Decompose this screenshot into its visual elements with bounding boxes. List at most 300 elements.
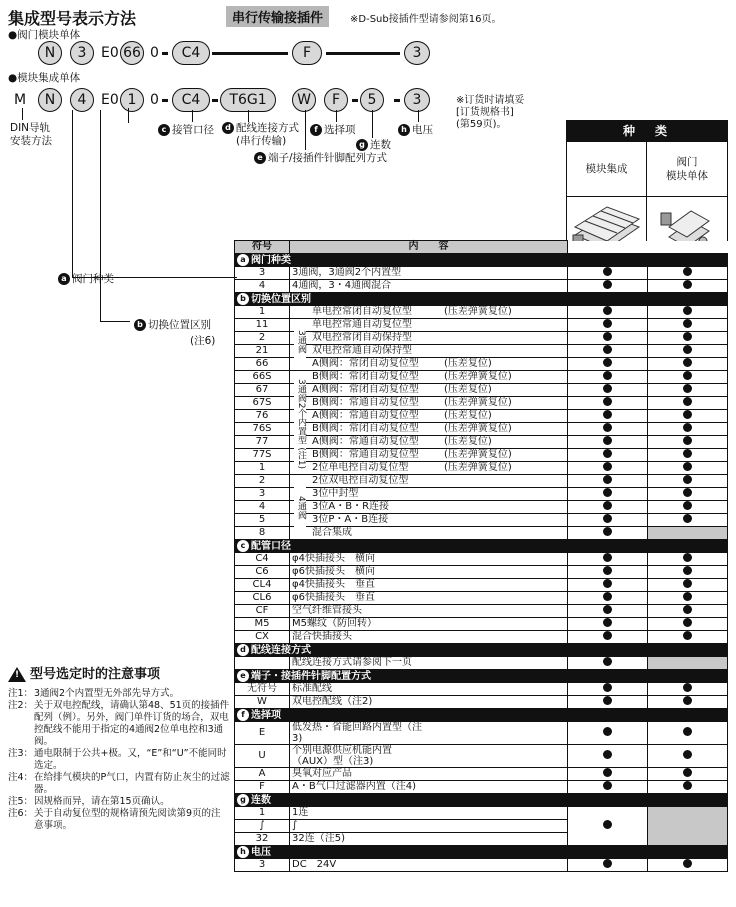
section-g-label: 连数: [251, 794, 271, 806]
row-text: 个别电源供应机能内置（AUX）型（注3): [292, 744, 392, 767]
callout-g: g 连数: [356, 137, 391, 152]
row-symbol: 3: [235, 858, 290, 871]
row-single: [648, 435, 728, 448]
note-text: 在给排气模块的P气口，内置有防止灰尘的过滤器。: [34, 772, 230, 795]
row-text: 混合集成: [312, 527, 352, 539]
section-d-label: 配线连接方式: [251, 644, 311, 656]
single-dash-line-2: [326, 52, 400, 55]
row-text: B侧阀：常闭自动复位型: [312, 371, 419, 383]
row-content: [290, 279, 568, 292]
section-b-label: 切换位置区别: [251, 293, 311, 305]
row-manifold: [568, 448, 648, 461]
table-row: [235, 370, 728, 383]
row-text: B侧阀：常通自动复位型: [312, 449, 419, 461]
manifold-label: ●模块集成单体: [8, 72, 81, 84]
section-d-header: [235, 643, 728, 656]
row-note: (压差复位): [444, 410, 492, 422]
row-note: (压差弹簧复位): [444, 462, 512, 474]
callout-h: h 电压: [398, 122, 433, 137]
row-symbol: 76S: [235, 422, 290, 435]
row-manifold-dot: [603, 859, 612, 868]
badge-e-icon: e: [254, 152, 266, 164]
row-text: φ4快插接头 横向: [292, 553, 375, 565]
row-single: [648, 858, 728, 871]
table-row: [235, 565, 728, 578]
row-single-dot: [683, 631, 692, 640]
badge-c-icon: c: [237, 540, 249, 552]
row-text: 单电控常闭自动复位型: [312, 306, 412, 318]
table-row: [235, 357, 728, 370]
spec-table: [234, 240, 728, 872]
row-text: 低发热・省能回路内置型（注3): [292, 721, 422, 744]
type-header: 种 类: [566, 120, 728, 141]
row-note: (压差复位): [444, 436, 492, 448]
section-d-title: [235, 643, 728, 656]
row-content: [290, 767, 568, 780]
single-code-3: 66: [120, 41, 144, 65]
row-single: [648, 591, 728, 604]
row-symbol: 1: [235, 806, 290, 819]
row-text: A侧阀：常闭自动复位型: [312, 384, 419, 396]
row-manifold-dot: [603, 527, 612, 536]
row-single: [648, 721, 728, 744]
row-manifold: [568, 370, 648, 383]
row-symbol: 4: [235, 500, 290, 513]
note-item: [8, 700, 230, 748]
row-manifold-dot: [603, 462, 612, 471]
row-manifold-dot: [603, 618, 612, 627]
note-text: 关于自动复位型的规格请预先阅读第9页的注意事项。: [34, 808, 221, 831]
serial-tag: 串行传输接插件: [226, 6, 329, 27]
row-single: [648, 617, 728, 630]
manifold-code-4: 1: [120, 88, 144, 112]
row-text: B侧阀：常闭自动复位型: [312, 423, 419, 435]
section-a-label: 阀门种类: [251, 254, 291, 266]
row-manifold: [568, 357, 648, 370]
row-symbol: 77S: [235, 448, 290, 461]
callout-b-note: (注6): [190, 335, 216, 347]
row-single-dot: [683, 750, 692, 759]
row-content: [290, 344, 568, 357]
manifold-code-10: 5: [360, 88, 384, 112]
row-text: 2位双电控自动复位型: [312, 475, 409, 487]
note-text: 3通阀2个内置型无外部先导方式。: [34, 688, 180, 699]
row-manifold: [568, 604, 648, 617]
table-row: [235, 695, 728, 708]
badge-g-icon: g: [237, 794, 249, 806]
row-manifold-dot: [603, 781, 612, 790]
row-single: [648, 806, 728, 845]
row-text: φ6快插接头 横向: [292, 566, 375, 578]
row-symbol: CL4: [235, 578, 290, 591]
row-manifold: [568, 578, 648, 591]
row-single-dot: [683, 475, 692, 484]
row-manifold-dot: [603, 768, 612, 777]
row-single-dot: [683, 306, 692, 315]
table-row: [235, 344, 728, 357]
single-hyphen: [162, 52, 168, 55]
row-single-dot: [683, 514, 692, 523]
row-single-dot: [683, 566, 692, 575]
row-single-dot: [683, 768, 692, 777]
row-manifold: [568, 331, 648, 344]
row-content: [290, 656, 568, 669]
row-single: [648, 578, 728, 591]
row-single: [648, 780, 728, 793]
group-label: 3通阀: [294, 322, 306, 362]
table-head-blank2: [648, 241, 728, 254]
row-text: 配线连接方式请参阅下一页: [292, 657, 412, 669]
row-manifold-dot: [603, 514, 612, 523]
row-symbol: 8: [235, 526, 290, 539]
row-single: [648, 487, 728, 500]
row-manifold: [568, 487, 648, 500]
row-content: [290, 305, 568, 318]
row-text: 双电控常通自动保持型: [312, 345, 412, 357]
row-manifold: [568, 305, 648, 318]
row-symbol: 4: [235, 279, 290, 292]
table-row: [235, 744, 728, 767]
row-single-dot: [683, 436, 692, 445]
row-manifold: [568, 565, 648, 578]
row-symbol: U: [235, 744, 290, 767]
row-single-dot: [683, 371, 692, 380]
row-content: [290, 448, 568, 461]
row-manifold-dot: [603, 436, 612, 445]
row-content: [290, 357, 568, 370]
row-symbol: 77: [235, 435, 290, 448]
row-text: φ4快插接头 垂直: [292, 579, 375, 591]
table-row: [235, 526, 728, 539]
row-single-dot: [683, 345, 692, 354]
row-content: [290, 266, 568, 279]
row-symbol: ∫: [235, 819, 290, 832]
badge-a-icon: a: [237, 254, 249, 266]
row-manifold: [568, 630, 648, 643]
row-single: [648, 318, 728, 331]
row-text: 3通阀，3通阀2个内置型: [292, 267, 402, 279]
table-head-blank1: [568, 241, 648, 254]
row-manifold: [568, 682, 648, 695]
row-manifold: [568, 591, 648, 604]
manifold-hyphen-2: [212, 99, 218, 102]
table-row: [235, 578, 728, 591]
row-manifold: [568, 383, 648, 396]
row-single: [648, 513, 728, 526]
row-symbol: E: [235, 721, 290, 744]
row-single-dot: [683, 488, 692, 497]
table-row: [235, 767, 728, 780]
table-row: [235, 409, 728, 422]
row-text: 混合快插接头: [292, 631, 352, 643]
row-manifold: [568, 552, 648, 565]
row-note: (压差弹簧复位): [444, 306, 512, 318]
callout-e: e 端子/接插件针脚配列方式: [254, 150, 387, 165]
row-text: 1连: [292, 807, 309, 819]
badge-h-icon: h: [398, 124, 410, 136]
row-content: [290, 695, 568, 708]
note-item: [8, 808, 230, 832]
row-text: 32连（注5): [292, 833, 345, 845]
row-manifold: [568, 422, 648, 435]
row-manifold: [568, 344, 648, 357]
row-content: [290, 806, 568, 819]
table-head-content: 内 容: [290, 241, 568, 254]
row-text: 3位A・B・R连接: [312, 501, 390, 513]
row-single-dot: [683, 462, 692, 471]
row-text: 2位单电控自动复位型: [312, 462, 409, 474]
row-manifold-dot: [603, 280, 612, 289]
note-item: [8, 688, 230, 700]
row-single: [648, 448, 728, 461]
row-single-dot: [683, 605, 692, 614]
row-manifold: [568, 526, 648, 539]
section-h-label: 电压: [251, 846, 271, 858]
callout-b: b 切换位置区别: [134, 317, 211, 332]
row-single-dot: [683, 553, 692, 562]
callout-a: a 阀门种类: [58, 271, 114, 286]
badge-d-icon: d: [237, 644, 249, 656]
row-manifold: [568, 266, 648, 279]
table-row: [235, 591, 728, 604]
row-content: [290, 604, 568, 617]
section-a-title: [235, 253, 728, 266]
section-g-title: [235, 793, 728, 806]
note-text: 关于双电控配线，请确认第48、51页的接插件配列（例）。另外，阀门单件订货的场合，双电控配线不能用于指定的4通阀2位单电控和3通阀。: [34, 700, 230, 747]
row-single-dot: [683, 727, 692, 736]
row-single-dot: [683, 410, 692, 419]
row-manifold-dot: [603, 605, 612, 614]
callout-f: f 选择项: [310, 122, 356, 137]
row-symbol: [235, 656, 290, 669]
table-row: [235, 630, 728, 643]
row-text: A侧阀：常通自动复位型: [312, 436, 419, 448]
single-code-5: C4: [172, 41, 210, 65]
note-key: 注2：: [8, 700, 34, 711]
row-single: [648, 695, 728, 708]
row-text: 臭氧对应产品: [292, 768, 352, 780]
note-item: [8, 748, 230, 772]
row-content: [290, 780, 568, 793]
row-symbol: CF: [235, 604, 290, 617]
dsub-note: ※D-Sub接插件型请参阅第16页。: [350, 14, 502, 25]
row-manifold: [568, 656, 648, 669]
note-item: [8, 772, 230, 796]
single-code-7: 3: [404, 41, 430, 65]
section-e-label: 端子・接插件针脚配置方式: [251, 670, 371, 682]
row-text: 双电控配线（注2): [292, 696, 373, 708]
row-symbol: CX: [235, 630, 290, 643]
row-text: φ6快插接头 垂直: [292, 592, 375, 604]
row-manifold-dot: [603, 592, 612, 601]
row-manifold-dot: [603, 267, 612, 276]
section-h-title: [235, 845, 728, 858]
table-row: [235, 461, 728, 474]
row-text: 标准配线: [292, 683, 332, 695]
row-single-dot: [683, 319, 692, 328]
row-symbol: M5: [235, 617, 290, 630]
section-e-header: [235, 669, 728, 682]
row-text: 3位中封型: [312, 488, 359, 500]
manifold-code-6: C4: [172, 88, 210, 112]
manifold-code-11: 3: [404, 88, 430, 112]
row-manifold: [568, 617, 648, 630]
row-single: [648, 279, 728, 292]
row-manifold: [568, 806, 648, 845]
row-single-dot: [683, 859, 692, 868]
section-b-title: [235, 292, 728, 305]
manifold-code-2: 4: [70, 88, 94, 112]
row-text: DC 24V: [292, 859, 337, 871]
row-symbol: 1: [235, 305, 290, 318]
row-manifold-dot: [603, 384, 612, 393]
row-manifold: [568, 513, 648, 526]
row-symbol: F: [235, 780, 290, 793]
note-text: 因规格而异，请在第15页确认。: [34, 796, 170, 807]
note-key: 注1：: [8, 688, 34, 699]
table-row: [235, 474, 728, 487]
table-row: [235, 487, 728, 500]
row-single-dot: [683, 696, 692, 705]
row-content: [290, 500, 568, 513]
row-text: A侧阀：常通自动复位型: [312, 410, 419, 422]
section-f-title: [235, 708, 728, 721]
row-manifold-dot: [603, 332, 612, 341]
row-manifold-dot: [603, 449, 612, 458]
callout-c: c 接管口径: [158, 122, 214, 137]
table-row: [235, 422, 728, 435]
row-manifold-dot: [603, 319, 612, 328]
row-manifold-dot: [603, 345, 612, 354]
badge-a-icon: a: [58, 273, 70, 285]
table-row: [235, 858, 728, 871]
row-single-dot: [683, 384, 692, 393]
row-symbol: 5: [235, 513, 290, 526]
badge-f-icon: f: [237, 709, 249, 721]
row-content: [290, 578, 568, 591]
row-symbol: 66S: [235, 370, 290, 383]
table-row: [235, 448, 728, 461]
single-code-6: F: [292, 41, 322, 65]
row-text: 4通阀，3・4通阀混合: [292, 280, 392, 292]
row-manifold: [568, 858, 648, 871]
notes-block: [8, 688, 230, 832]
badge-b-icon: b: [237, 293, 249, 305]
row-single: [648, 370, 728, 383]
table-row: [235, 500, 728, 513]
section-f-header: [235, 708, 728, 721]
row-single: [648, 305, 728, 318]
table-row: [235, 318, 728, 331]
table-head-symbol: 符号: [235, 241, 290, 254]
section-g-header: [235, 793, 728, 806]
row-manifold-dot: [603, 501, 612, 510]
warning-icon: !: [8, 667, 26, 682]
row-symbol: 3: [235, 266, 290, 279]
row-single: [648, 344, 728, 357]
callout-din: DIN导轨 安装方法: [10, 122, 52, 147]
row-text: B侧阀：常通自动复位型: [312, 397, 419, 409]
row-symbol: 2: [235, 331, 290, 344]
row-single: [648, 461, 728, 474]
row-symbol: 2: [235, 474, 290, 487]
manifold-code-1: N: [38, 88, 62, 112]
badge-c-icon: c: [158, 124, 170, 136]
row-manifold: [568, 474, 648, 487]
manifold-code-5: 0: [150, 92, 159, 108]
section-c-title: [235, 539, 728, 552]
row-single-dot: [683, 592, 692, 601]
row-single-dot: [683, 449, 692, 458]
row-text: M5螺纹（防回转）: [292, 618, 377, 630]
row-content: [290, 617, 568, 630]
row-manifold: [568, 318, 648, 331]
type-col-manifold: 模块集成: [566, 141, 647, 197]
manifold-hyphen-1: [162, 99, 168, 102]
row-manifold: [568, 695, 648, 708]
order-note: ※订货时请填妥 [订货规格书] (第59页)。: [456, 95, 525, 130]
table-row: [235, 656, 728, 669]
row-single: [648, 767, 728, 780]
group-label: 4通阀: [294, 480, 306, 536]
row-single-dot: [683, 618, 692, 627]
row-symbol: A: [235, 767, 290, 780]
row-note: (压差弹簧复位): [444, 397, 512, 409]
badge-h-icon: h: [237, 846, 249, 858]
row-content: [290, 474, 568, 487]
table-row: [235, 396, 728, 409]
row-content: [290, 383, 568, 396]
row-note: (压差弹簧复位): [444, 449, 512, 461]
type-col-single: 阀门 模块单体: [646, 141, 728, 197]
page-title: 集成型号表示方法: [8, 9, 137, 28]
row-text: 3位P・A・B连接: [312, 514, 389, 526]
row-symbol: 11: [235, 318, 290, 331]
table-row: [235, 435, 728, 448]
single-dash-line: [212, 52, 288, 55]
row-note: (压差弹簧复位): [444, 423, 512, 435]
table-row: [235, 604, 728, 617]
row-content: [290, 487, 568, 500]
row-content: [290, 565, 568, 578]
row-text: 双电控常闭自动保持型: [312, 332, 412, 344]
row-text: ∫: [292, 820, 298, 832]
table-row: [235, 383, 728, 396]
row-note: (压差弹簧复位): [444, 371, 512, 383]
section-f-label: 选择项: [251, 709, 281, 721]
table-row: [235, 552, 728, 565]
row-single: [648, 630, 728, 643]
row-single-dot: [683, 332, 692, 341]
row-single: [648, 383, 728, 396]
warning-title: ! 型号选定时的注意事项: [8, 663, 160, 682]
badge-f-icon: f: [310, 124, 322, 136]
section-c-label: 配管口径: [251, 540, 291, 552]
row-symbol: 67S: [235, 396, 290, 409]
row-single-dot: [683, 683, 692, 692]
row-single-dot: [683, 423, 692, 432]
row-symbol: CL6: [235, 591, 290, 604]
note-key: 注5：: [8, 796, 34, 807]
row-single: [648, 266, 728, 279]
row-manifold-dot: [603, 683, 612, 692]
row-single-dot: [683, 358, 692, 367]
badge-d-icon: d: [222, 122, 234, 134]
row-manifold-dot: [603, 306, 612, 315]
row-text: A侧阀：常闭自动复位型: [312, 358, 419, 370]
row-manifold-dot: [603, 397, 612, 406]
badge-b-icon: b: [134, 319, 146, 331]
